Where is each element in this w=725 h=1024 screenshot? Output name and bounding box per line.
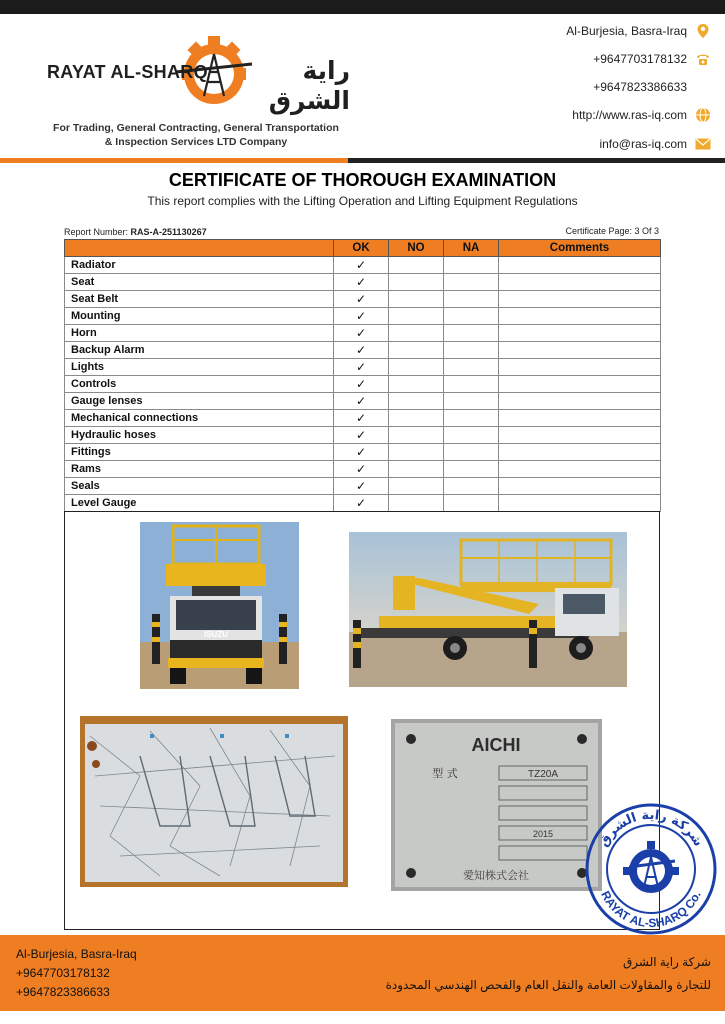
footer-phone-1[interactable]: +9647703178132 [16, 966, 110, 980]
table-header-row [65, 240, 661, 257]
checklist-item-label: Seals [65, 478, 334, 495]
contact-address: Al-Burjesia, Basra-Iraq [451, 23, 711, 39]
certificate-page: Certificate Page: 3 Of 3 [565, 226, 659, 236]
comments-cell [499, 274, 661, 291]
ok-checkmark: ✓ [334, 427, 389, 444]
na-cell [444, 291, 499, 308]
na-cell [444, 410, 499, 427]
ok-checkmark: ✓ [334, 325, 389, 342]
ok-checkmark: ✓ [334, 495, 389, 512]
table-row [65, 376, 661, 393]
checklist-item-label: Seat Belt [65, 291, 334, 308]
checklist-item-label: Hydraulic hoses [65, 427, 334, 444]
ok-checkmark: ✓ [334, 478, 389, 495]
ok-checkmark: ✓ [334, 342, 389, 359]
checklist-item-label: Seat [65, 274, 334, 291]
comments-cell [499, 308, 661, 325]
checklist-item-label: Mechanical connections [65, 410, 334, 427]
plate-model: TZ20A [527, 769, 559, 780]
truck-front-photo [140, 522, 299, 689]
no-cell [389, 444, 444, 461]
logo-tagline: & Inspection Services LTD Company [104, 136, 288, 148]
ok-checkmark: ✓ [334, 410, 389, 427]
table-row [65, 359, 661, 376]
comments-cell [499, 495, 661, 512]
page-title: CERTIFICATE OF THOROUGH EXAMINATION [168, 170, 557, 190]
plate-brand: AICHI [471, 735, 521, 755]
checklist-item-label: Level Gauge [65, 495, 334, 512]
phone-icon [695, 51, 711, 67]
table-row [65, 410, 661, 427]
na-cell [444, 359, 499, 376]
top-bar [0, 0, 725, 14]
photo-evidence-panel [64, 511, 660, 930]
checklist-item-label: Backup Alarm [65, 342, 334, 359]
table-row [65, 444, 661, 461]
stamp-arabic-text: شركة راية الشرق [596, 807, 706, 850]
na-cell [444, 461, 499, 478]
table-row [65, 393, 661, 410]
na-cell [444, 495, 499, 512]
ok-checkmark: ✓ [334, 461, 389, 478]
footer-phone-2[interactable]: +9647823386633 [16, 985, 110, 999]
contact-phone-1[interactable]: +9647703178132 [451, 51, 711, 67]
logo-tagline: For Trading, General Contracting, General Transportation [53, 122, 339, 134]
contact-website[interactable]: http://www.ras-iq.com [451, 107, 711, 123]
no-cell [389, 274, 444, 291]
ok-checkmark: ✓ [334, 274, 389, 291]
ok-checkmark: ✓ [334, 291, 389, 308]
no-cell [389, 461, 444, 478]
footer-company-name-arabic: شركة راية الشرق [622, 955, 711, 969]
no-cell [389, 427, 444, 444]
checklist-item-label: Rams [65, 461, 334, 478]
na-cell [444, 444, 499, 461]
comments-cell [499, 393, 661, 410]
svg-text:RAYAT AL-SHARQ Co. [598, 889, 703, 930]
page-subtitle: This report complies with the Lifting Operation and Lifting Equipment Regulations [147, 194, 578, 208]
checklist-item-label: Controls [65, 376, 334, 393]
comments-cell [499, 257, 661, 274]
no-cell [389, 325, 444, 342]
plate-year: 2015 [532, 829, 554, 839]
na-cell [444, 376, 499, 393]
no-cell [389, 393, 444, 410]
globe-icon [695, 107, 711, 123]
no-cell [389, 257, 444, 274]
capacity-label-photo [80, 716, 348, 887]
table-row [65, 308, 661, 325]
contact-phone-2[interactable]: +9647823386633 [593, 80, 687, 94]
comments-cell [499, 291, 661, 308]
table-row [65, 274, 661, 291]
comments-cell [499, 359, 661, 376]
comments-cell [499, 410, 661, 427]
truck-badge: ISUZU [204, 630, 228, 639]
inspection-checklist-table [64, 239, 661, 512]
table-row [65, 291, 661, 308]
comments-cell [499, 461, 661, 478]
ok-checkmark: ✓ [334, 376, 389, 393]
company-stamp [583, 801, 719, 937]
comments-cell [499, 478, 661, 495]
na-cell [444, 308, 499, 325]
column-header [65, 240, 334, 257]
na-cell [444, 427, 499, 444]
header-divider-dark [348, 158, 725, 163]
na-cell [444, 274, 499, 291]
column-header: NA [444, 240, 499, 257]
checklist-item-label: Fittings [65, 444, 334, 461]
table-row [65, 342, 661, 359]
no-cell [389, 410, 444, 427]
checklist-item-label: Gauge lenses [65, 393, 334, 410]
table-row [65, 427, 661, 444]
company-logo [40, 22, 350, 148]
na-cell [444, 478, 499, 495]
na-cell [444, 325, 499, 342]
column-header: Comments [499, 240, 661, 257]
footer-address: Al-Burjesia, Basra-Iraq [16, 947, 137, 961]
ok-checkmark: ✓ [334, 444, 389, 461]
logo-name-english: RAYAT AL-SHARQ [47, 62, 208, 82]
ok-checkmark: ✓ [334, 393, 389, 410]
comments-cell [499, 376, 661, 393]
table-row [65, 461, 661, 478]
truck-side-photo [349, 532, 627, 687]
column-header: NO [389, 240, 444, 257]
comments-cell [499, 342, 661, 359]
no-cell [389, 342, 444, 359]
column-header: OK [334, 240, 389, 257]
checklist-item-label: Lights [65, 359, 334, 376]
envelope-icon [695, 136, 711, 152]
location-pin-icon [695, 23, 711, 39]
table-row [65, 257, 661, 274]
no-cell [389, 291, 444, 308]
ok-checkmark: ✓ [334, 359, 389, 376]
no-cell [389, 308, 444, 325]
plate-label: 型 式 [432, 767, 458, 780]
table-row [65, 495, 661, 512]
comments-cell [499, 444, 661, 461]
table-row [65, 478, 661, 495]
checklist-item-label: Horn [65, 325, 334, 342]
contact-email[interactable]: info@ras-iq.com [451, 136, 711, 152]
no-cell [389, 478, 444, 495]
footer-company-description-arabic: للتجارة والمقاولات العامة والنقل العام والفحص الهندسي المحدودة [385, 978, 711, 992]
manufacturer-plate-photo [391, 719, 602, 891]
checklist-item-label: Radiator [65, 257, 334, 274]
logo-name-arabic: راية الشرق [268, 57, 350, 115]
ok-checkmark: ✓ [334, 308, 389, 325]
no-cell [389, 359, 444, 376]
table-row [65, 325, 661, 342]
stamp-english-text: RAYAT AL-SHARQ Co. [598, 888, 704, 931]
plate-maker: 愛知株式会社 [463, 869, 529, 882]
checklist-item-label: Mounting [65, 308, 334, 325]
comments-cell [499, 427, 661, 444]
na-cell [444, 393, 499, 410]
na-cell [444, 257, 499, 274]
na-cell [444, 342, 499, 359]
no-cell [389, 495, 444, 512]
ok-checkmark: ✓ [334, 257, 389, 274]
comments-cell [499, 325, 661, 342]
report-number: Report Number: RAS-A-251130267 [64, 227, 207, 237]
no-cell [389, 376, 444, 393]
